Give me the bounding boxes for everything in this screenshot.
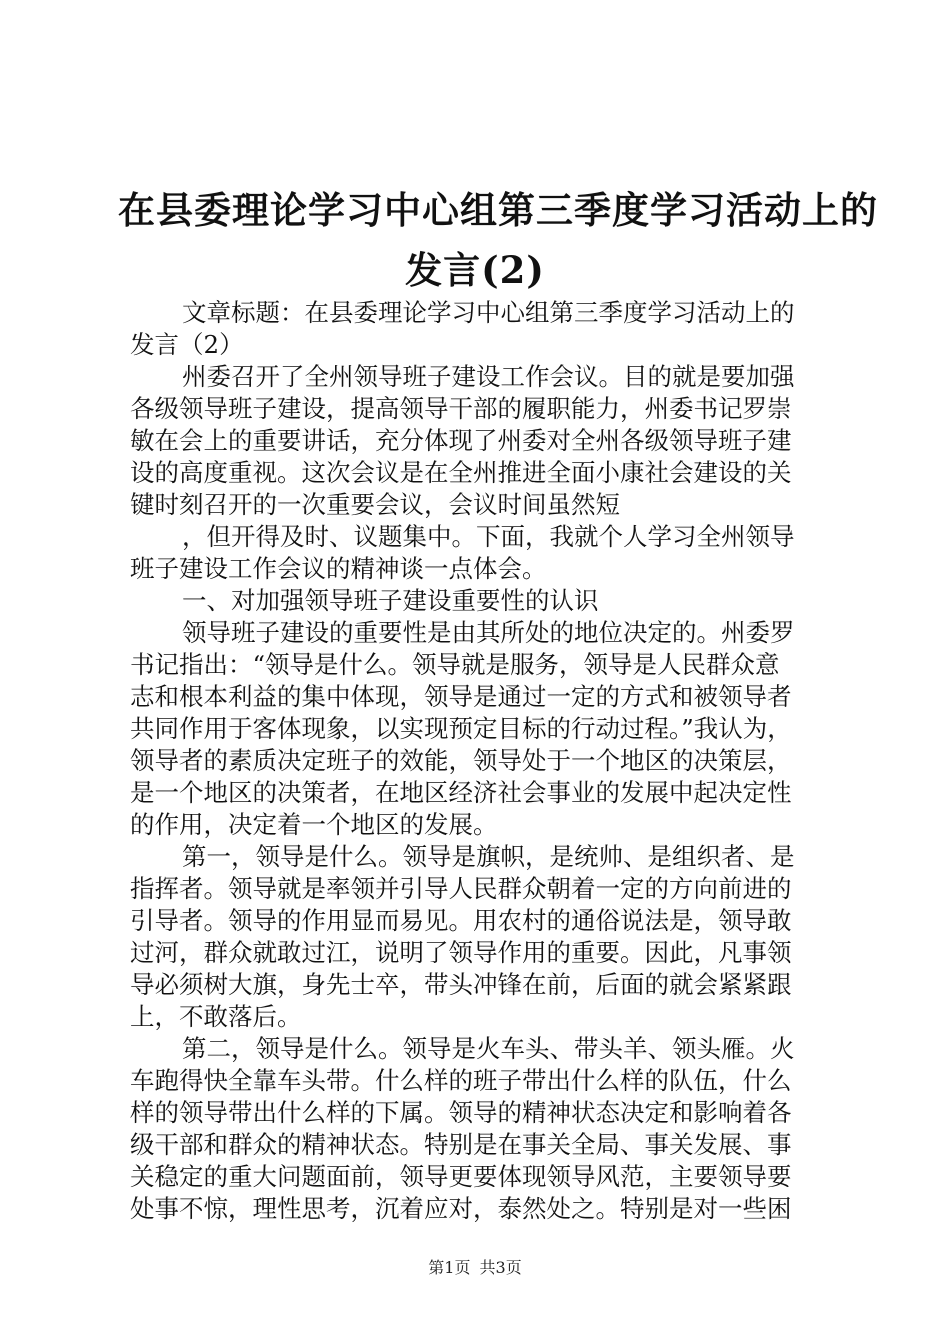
document-title-line-2: 发言(2)	[405, 248, 545, 292]
body-line: 的作用，决定着一个地区的发展。	[130, 810, 498, 839]
body-line: 导必须树大旗，身先士卒，带头冲锋在前，后面的就会紧紧跟	[130, 970, 792, 999]
body-line: 各级领导班子建设，提高领导干部的履职能力，州委书记罗崇	[130, 394, 792, 423]
body-line: 一、对加强领导班子建设重要性的认识	[182, 586, 599, 615]
page-footer	[0, 1258, 950, 1278]
body-line: 级干部和群众的精神状态。特别是在事关全局、事关发展、事	[130, 1130, 792, 1159]
body-line: 第二，领导是什么。领导是火车头、带头羊、领头雁。火	[182, 1034, 795, 1063]
page-number: 第1页	[428, 1258, 471, 1277]
body-line: 敏在会上的重要讲话，充分体现了州委对全州各级领导班子建	[130, 426, 792, 455]
body-line: 样的领导带出什么样的下属。领导的精神状态决定和影响着各	[130, 1098, 792, 1127]
body-line: 是一个地区的决策者，在地区经济社会事业的发展中起决定性	[130, 778, 792, 807]
body-line: 州委召开了全州领导班子建设工作会议。目的就是要加强	[182, 362, 795, 391]
body-line: 设的高度重视。这次会议是在全州推进全面小康社会建设的关	[130, 458, 792, 487]
body-line: 班子建设工作会议的精神谈一点体会。	[130, 554, 547, 583]
body-line: 书记指出：“领导是什么。领导就是服务，领导是人民群众意	[130, 650, 780, 679]
body-line: 车跑得快全靠车头带。什么样的班子带出什么样的队伍，什么	[130, 1066, 792, 1095]
body-line: ，但开得及时、议题集中。下面，我就个人学习全州领导	[182, 522, 795, 551]
body-line: 引导者。领导的作用显而易见。用农村的通俗说法是，领导敢	[130, 906, 792, 935]
page-total: 共3页	[479, 1258, 522, 1277]
body-line: 领导班子建设的重要性是由其所处的地位决定的。州委罗	[182, 618, 795, 647]
body-line: 键时刻召开的一次重要会议，会议时间虽然短	[130, 490, 620, 519]
body-line: 处事不惊，理性思考，沉着应对，泰然处之。特别是对一些困	[130, 1194, 792, 1223]
body-line: 过河，群众就敢过江，说明了领导作用的重要。因此，凡事领	[130, 938, 792, 967]
body-line: 文章标题：在县委理论学习中心组第三季度学习活动上的	[182, 298, 795, 327]
document-body	[130, 297, 830, 1225]
document-title-line-1: 在县委理论学习中心组第三季度学习活动上的	[118, 188, 878, 232]
body-line: 指挥者。领导就是率领并引导人民群众朝着一定的方向前进的	[130, 874, 792, 903]
body-line: 关稳定的重大问题面前，领导更要体现领导风范，主要领导要	[130, 1162, 792, 1191]
body-line: 第一，领导是什么。领导是旗帜，是统帅、是组织者、是	[182, 842, 795, 871]
body-line: 领导者的素质决定班子的效能，领导处于一个地区的决策层，	[130, 746, 792, 775]
body-line: 志和根本利益的集中体现，领导是通过一定的方式和被领导者	[130, 682, 792, 711]
body-line: 上，不敢落后。	[130, 1002, 302, 1031]
body-line: 发言（2）	[130, 330, 244, 359]
body-line: 共同作用于客体现象，以实现预定目标的行动过程。”我认为，	[130, 714, 792, 743]
